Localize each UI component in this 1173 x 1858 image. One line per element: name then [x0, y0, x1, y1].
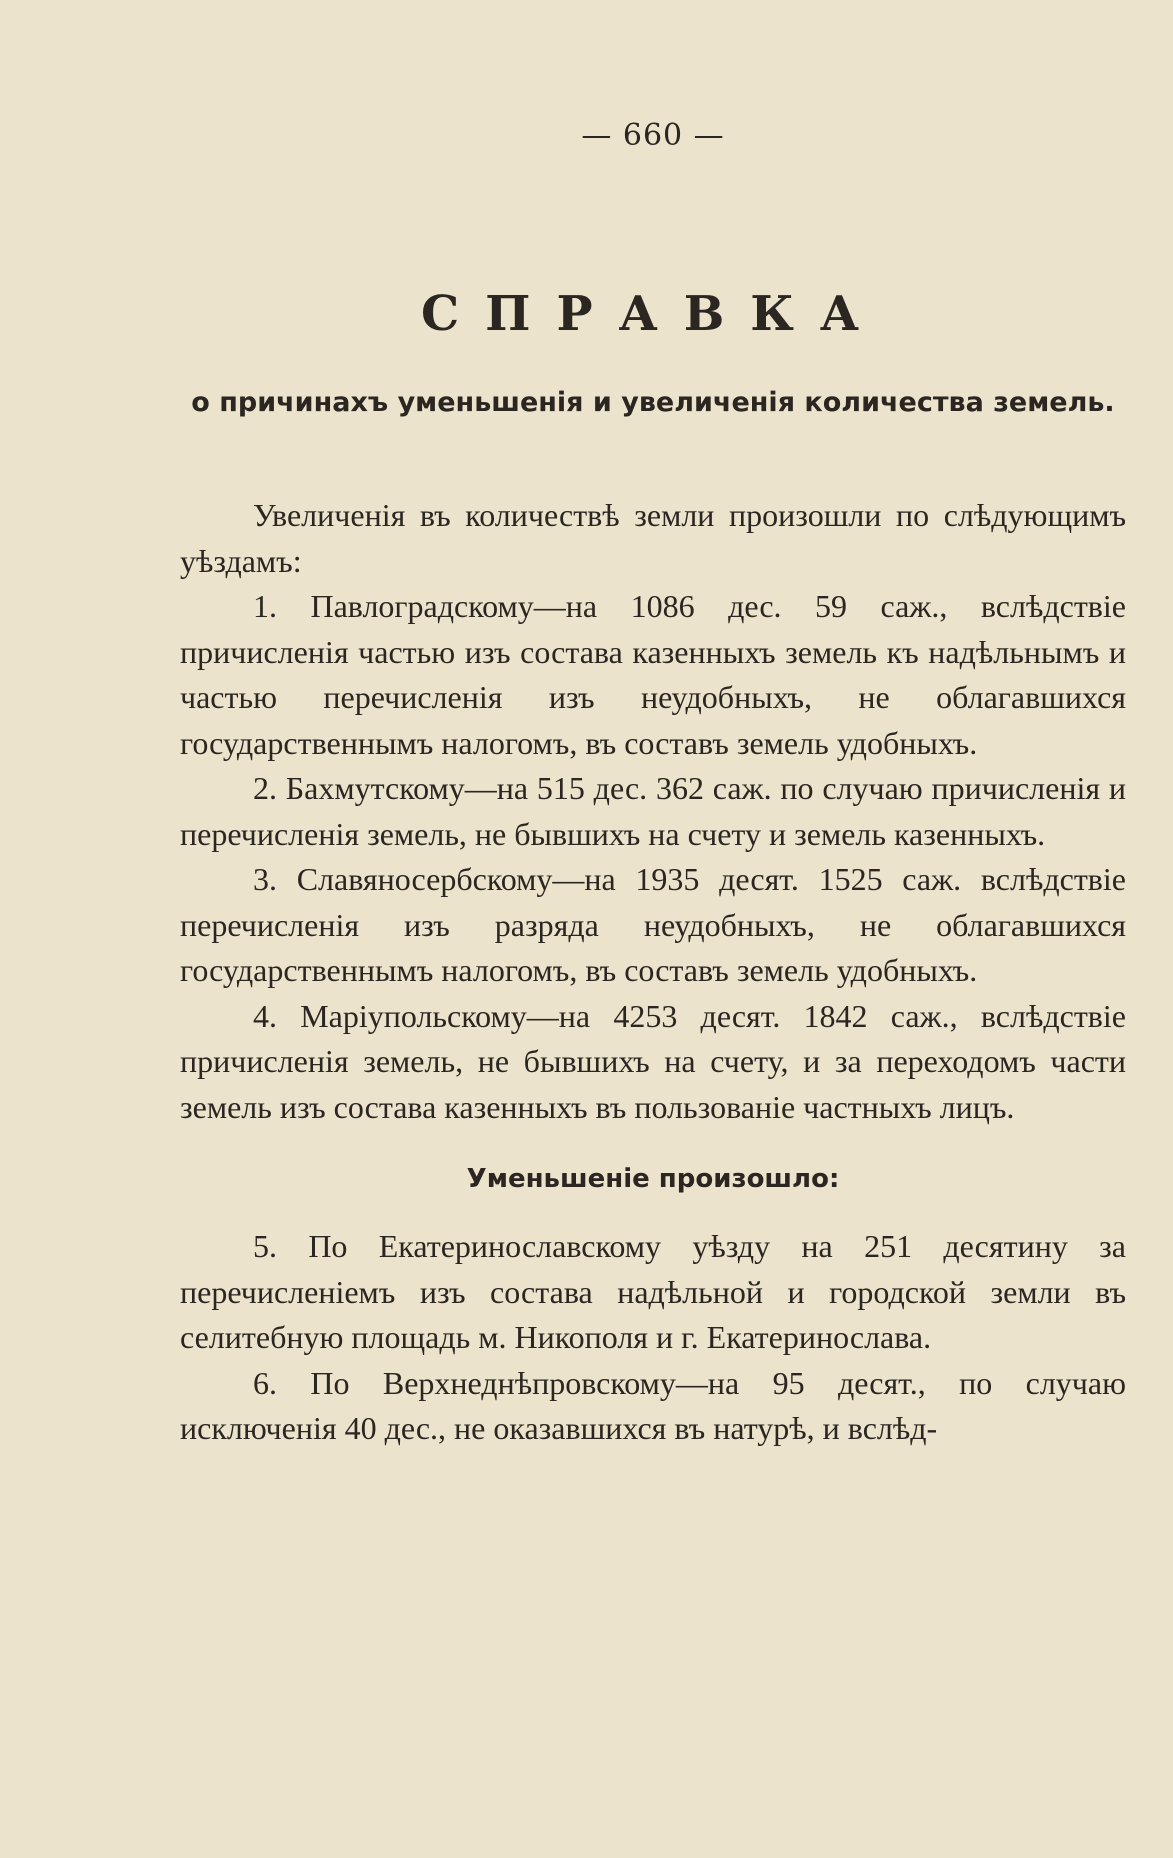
- intro-paragraph: Увеличенія въ количествѣ земли произошли по слѣдующимъ уѣздамъ:: [180, 497, 1126, 579]
- increase-item-1: 1. Павлоградскому—на 1086 дес. 59 саж., вслѣдствіе причисленія частью изъ состава казенныхъ земель къ надѣльнымъ и частью перечисленія изъ неудобныхъ, не облагавшихся государственнымъ налогомъ, въ составъ земель удобныхъ.: [180, 588, 1126, 761]
- increase-item-3: 3. Славяносербскому—на 1935 десят. 1525 саж. вслѣдствіе перечисленія изъ разряда неудобныхъ, не облагавшихся государственнымъ налогомъ, въ составъ земель удобныхъ.: [180, 861, 1126, 988]
- decrease-item-5: 5. По Екатеринославскому уѣзду на 251 десятину за перечисленіемъ изъ состава надѣльной и городской земли въ селитебную площадь м. Никополя и г. Екатеринослава.: [180, 1228, 1126, 1355]
- decrease-heading: Уменьшеніе произошло:: [466, 1164, 840, 1194]
- page-number: — 660 —: [581, 118, 725, 153]
- decrease-item-6: 6. По Верхнеднѣпровскому—на 95 десят., по случаю исключенія 40 дес., не оказавшихся въ натурѣ, и вслѣд-: [180, 1364, 1126, 1446]
- document-subtitle: о причинахъ уменьшенія и увеличенія количества земель.: [191, 387, 1115, 418]
- increase-item-4: 4. Маріупольскому—на 4253 десят. 1842 саж., вслѣдствіе причисленія земель, не бывшихъ на счету, и за переходомъ части земель изъ состава казенныхъ въ пользованіе частныхъ лицъ.: [180, 997, 1126, 1125]
- body-text: [180, 493, 1126, 1452]
- document-title: СПРАВКА: [420, 286, 886, 342]
- increase-item-2: 2. Бахмутскому—на 515 дес. 362 саж. по случаю причисленія и перечисленія земель, не бывшихъ на счету и земель казенныхъ.: [180, 770, 1126, 852]
